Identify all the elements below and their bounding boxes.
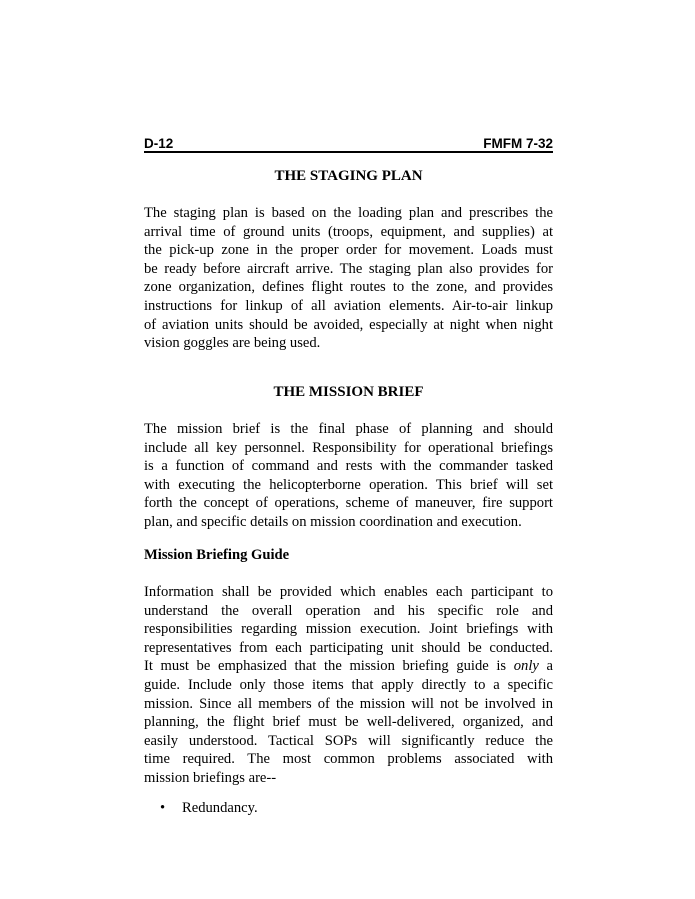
text-line: arrival time of ground units (troops, equipment, and supplies) at xyxy=(144,223,553,240)
text-line: with executing the helicopterborne operation. This brief will set xyxy=(144,476,553,493)
text-line: vision goggles are being used. xyxy=(144,335,321,352)
text-line: mission. Since all members of the mission will not be involved in xyxy=(144,695,553,712)
text-line: easily understood. Tactical SOPs will significantly reduce the xyxy=(144,732,553,749)
text-line: instructions for linkup of all aviation elements. Air-to-air linkup xyxy=(144,297,553,314)
text-line: mission briefings are-- xyxy=(144,769,277,786)
text-line: time required. The most common problems associated with xyxy=(144,751,553,768)
subsection-heading-briefing-guide: Mission Briefing Guide xyxy=(144,547,290,563)
paragraph-mission-brief xyxy=(144,420,553,532)
emphasis-text: only xyxy=(513,658,539,675)
text-line: zone organization, defines flight routes to the zone, and provides xyxy=(144,279,553,296)
page-number: D-12 xyxy=(144,136,174,151)
text-line-emphasis: It must be emphasized that the mission briefing guide is only a xyxy=(144,658,553,675)
page-header xyxy=(144,136,553,153)
bullet-text: Redundancy. xyxy=(182,800,258,816)
text-line: Information shall be provided which enables each participant to xyxy=(144,584,553,600)
text-line: include all key personnel. Responsibility for operational briefings xyxy=(144,439,553,456)
text-line: The staging plan is based on the loading plan and prescribes the xyxy=(144,205,553,221)
text-line: of aviation units should be avoided, especially at night when night xyxy=(144,316,553,333)
bullet-icon: • xyxy=(160,800,166,816)
text-line: understand the overall operation and his specific role and xyxy=(144,602,553,619)
section-heading-mission-brief: THE MISSION BRIEF xyxy=(273,384,424,400)
manual-designation: FMFM 7-32 xyxy=(483,136,553,151)
text-line: planning, the flight brief must be well-delivered, organized, and xyxy=(144,714,553,731)
text-line: The mission brief is the final phase of planning and should xyxy=(144,421,553,437)
text-line: representatives from each participating unit should be conducted. xyxy=(144,639,553,656)
section-heading-staging-plan: THE STAGING PLAN xyxy=(274,168,423,184)
text-line: guide. Include only those items that apply directly to a specific xyxy=(144,676,553,693)
text-line: plan, and specific details on mission coordination and execution. xyxy=(144,513,522,530)
text-line: the pick-up zone in the proper order for movement. Loads must xyxy=(144,242,553,259)
text-line: be ready before aircraft arrive. The staging plan also provides for xyxy=(144,260,553,277)
paragraph-staging-plan xyxy=(144,204,553,353)
paragraph-briefing-guide xyxy=(144,583,553,788)
text-line: forth the concept of operations, scheme of maneuver, fire support xyxy=(144,495,553,512)
text-line: is a function of command and rests with the commander tasked xyxy=(144,458,553,475)
text-line: responsibilities regarding mission execution. Joint briefings with xyxy=(144,621,553,638)
